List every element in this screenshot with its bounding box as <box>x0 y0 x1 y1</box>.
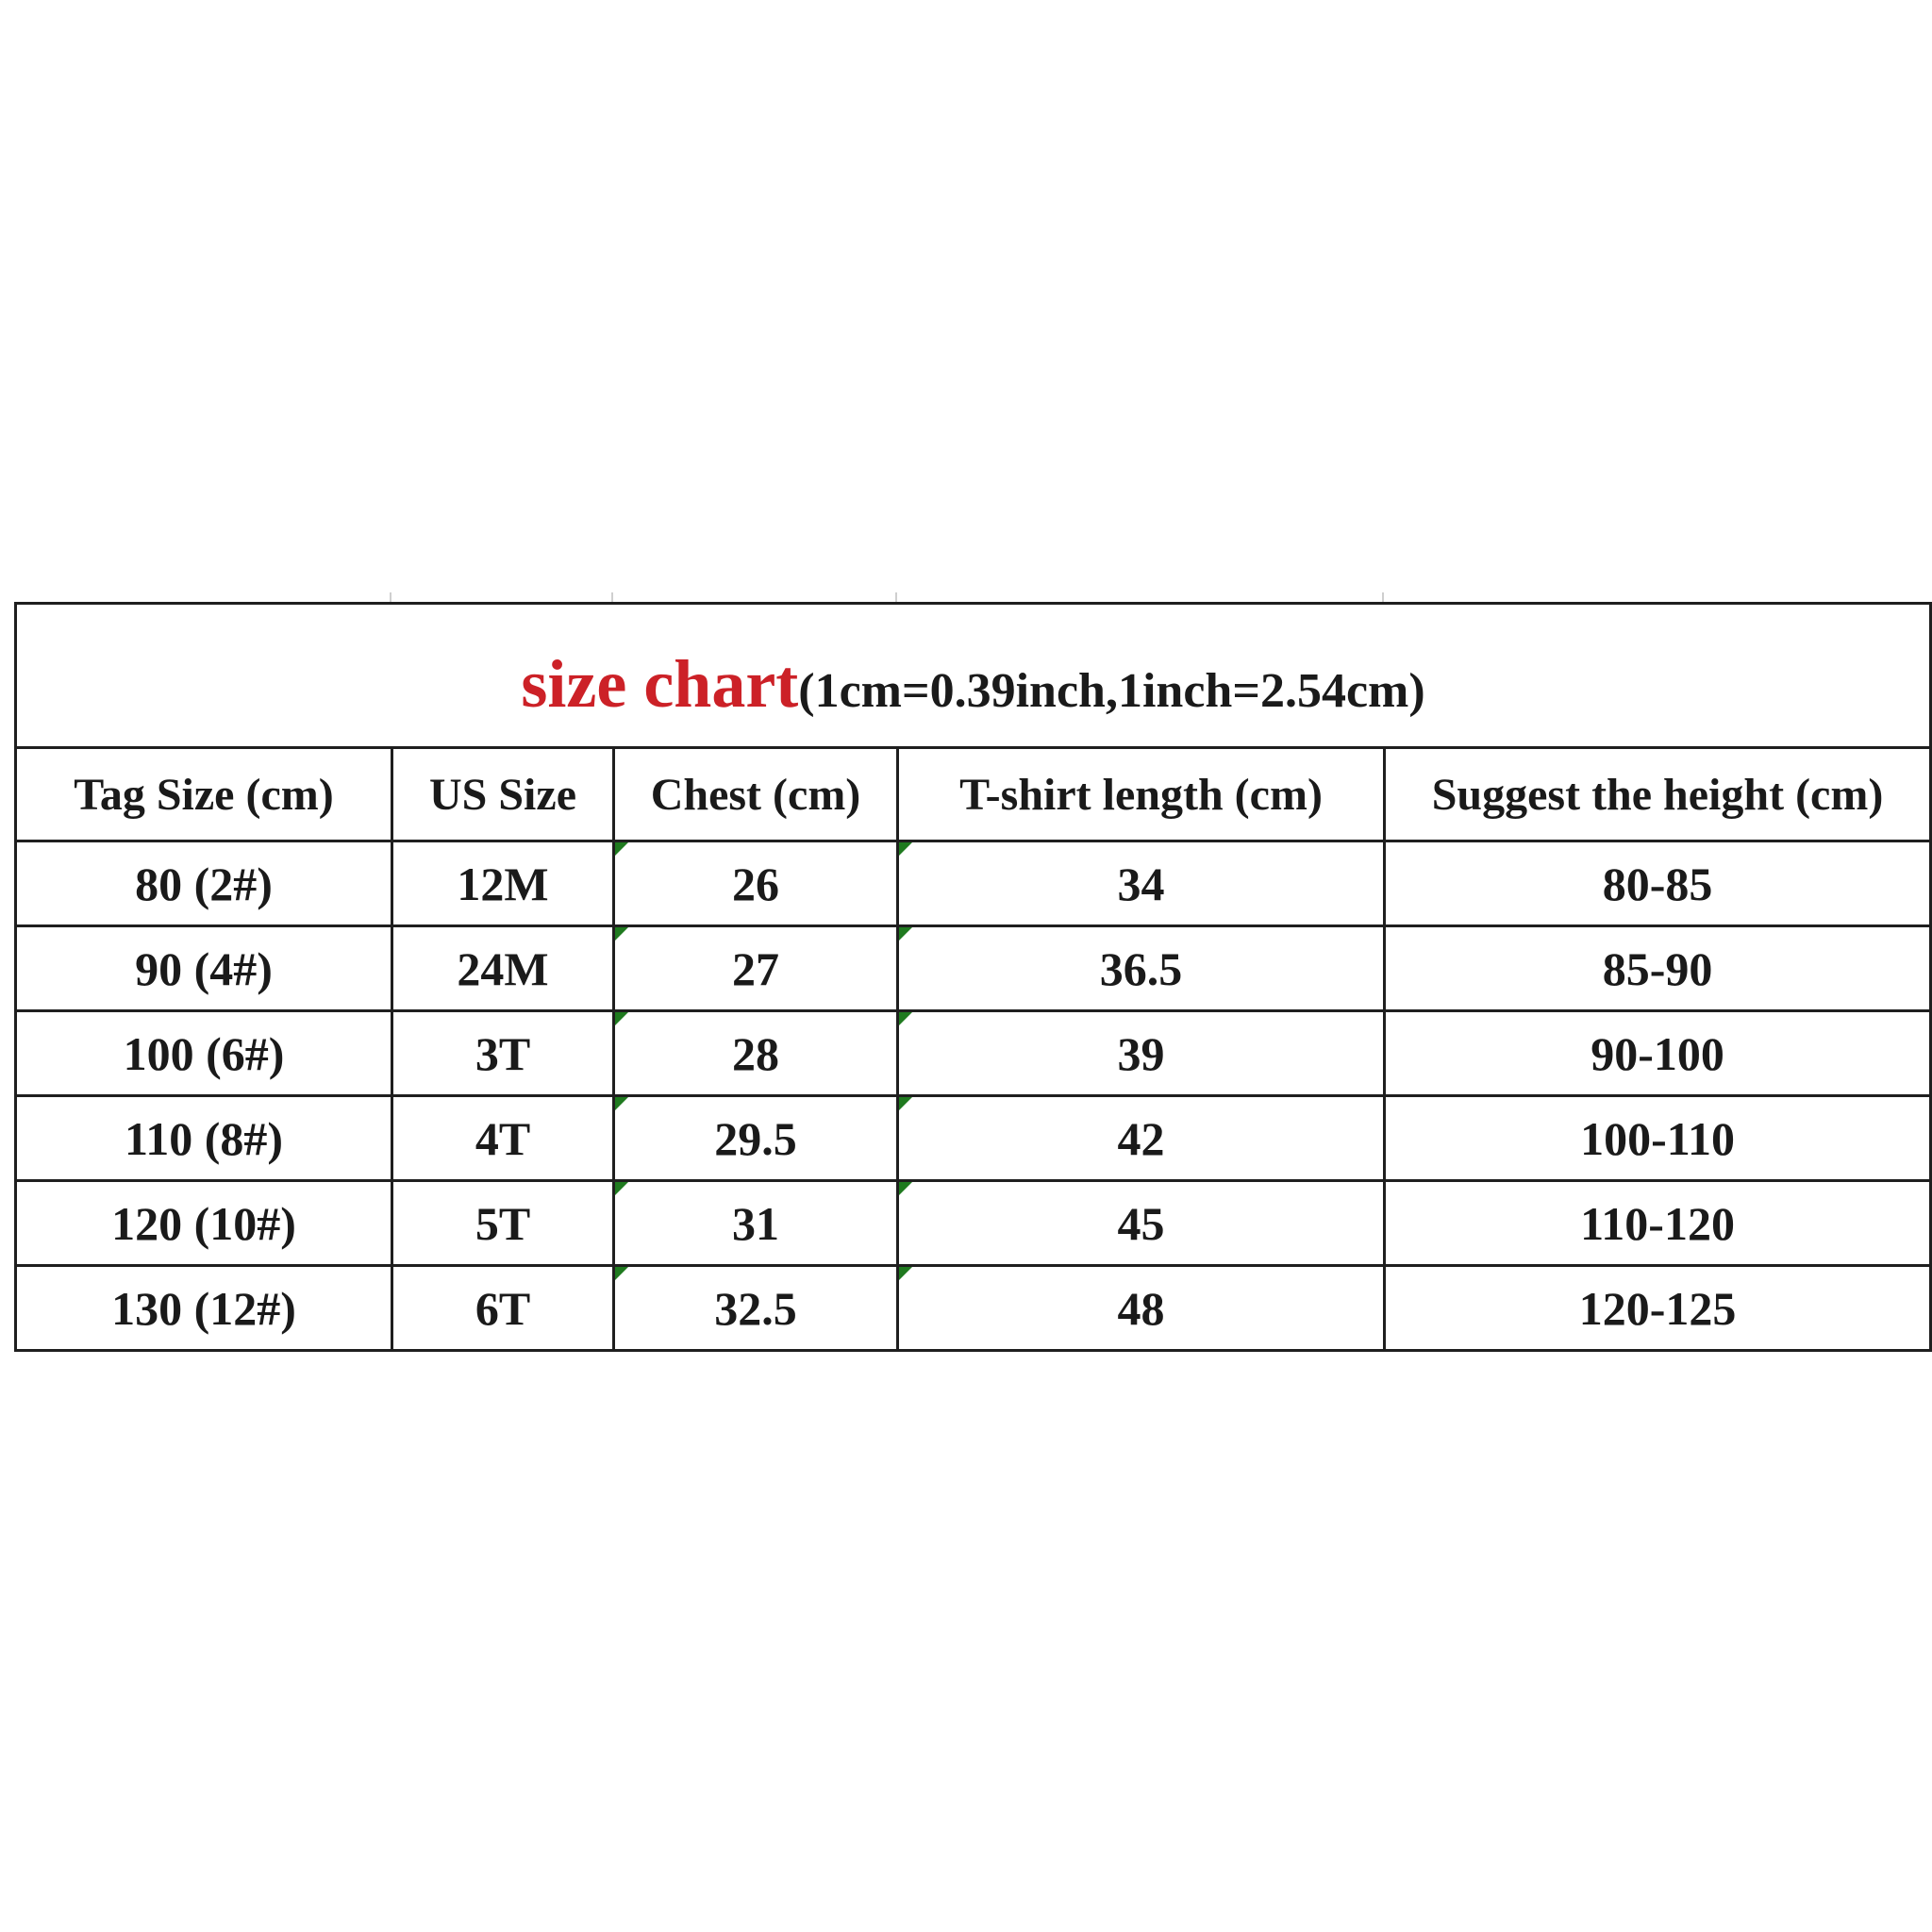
cell-tag-size: 80 (2#) <box>16 841 392 926</box>
table-row <box>16 841 1931 926</box>
cell-us-size: 5T <box>392 1181 614 1266</box>
cell-tshirt-length: 34 <box>898 841 1385 926</box>
cell-us-size: 3T <box>392 1011 614 1096</box>
table-row <box>16 1266 1931 1351</box>
cell-us-size: 6T <box>392 1266 614 1351</box>
cell-tshirt-length: 45 <box>898 1181 1385 1266</box>
table-row <box>16 1096 1931 1181</box>
cell-chest: 31 <box>614 1181 898 1266</box>
cell-tshirt-length: 39 <box>898 1011 1385 1096</box>
cell-tag-size: 130 (12#) <box>16 1266 392 1351</box>
header-tag-size: Tag Size (cm) <box>16 748 392 841</box>
cell-us-size: 4T <box>392 1096 614 1181</box>
cell-suggested-height: 85-90 <box>1385 926 1931 1011</box>
cell-chest: 32.5 <box>614 1266 898 1351</box>
cell-us-size: 24M <box>392 926 614 1011</box>
cell-suggested-height: 100-110 <box>1385 1096 1931 1181</box>
cell-tshirt-length: 36.5 <box>898 926 1385 1011</box>
cell-tag-size: 110 (8#) <box>16 1096 392 1181</box>
chart-title: size chart <box>521 645 799 722</box>
table-row <box>16 926 1931 1011</box>
cell-tshirt-length: 48 <box>898 1266 1385 1351</box>
cell-tag-size: 90 (4#) <box>16 926 392 1011</box>
cell-tshirt-length: 42 <box>898 1096 1385 1181</box>
title-cell <box>16 604 1931 748</box>
header-chest: Chest (cm) <box>614 748 898 841</box>
size-chart-sheet <box>14 602 1929 1352</box>
cell-chest: 28 <box>614 1011 898 1096</box>
cell-suggested-height: 80-85 <box>1385 841 1931 926</box>
table-row <box>16 1181 1931 1266</box>
header-row <box>16 748 1931 841</box>
header-tshirt-length: T-shirt length (cm) <box>898 748 1385 841</box>
header-suggested-height: Suggest the height (cm) <box>1385 748 1931 841</box>
cell-suggested-height: 110-120 <box>1385 1181 1931 1266</box>
unit-conversion-note: (1cm=0.39inch,1inch=2.54cm) <box>798 663 1425 718</box>
cell-suggested-height: 90-100 <box>1385 1011 1931 1096</box>
cell-us-size: 12M <box>392 841 614 926</box>
size-chart-table <box>14 602 1932 1352</box>
cell-tag-size: 120 (10#) <box>16 1181 392 1266</box>
table-row <box>16 1011 1931 1096</box>
cell-chest: 29.5 <box>614 1096 898 1181</box>
cell-chest: 27 <box>614 926 898 1011</box>
header-us-size: US Size <box>392 748 614 841</box>
title-row <box>16 604 1931 748</box>
cell-chest: 26 <box>614 841 898 926</box>
cell-tag-size: 100 (6#) <box>16 1011 392 1096</box>
cell-suggested-height: 120-125 <box>1385 1266 1931 1351</box>
